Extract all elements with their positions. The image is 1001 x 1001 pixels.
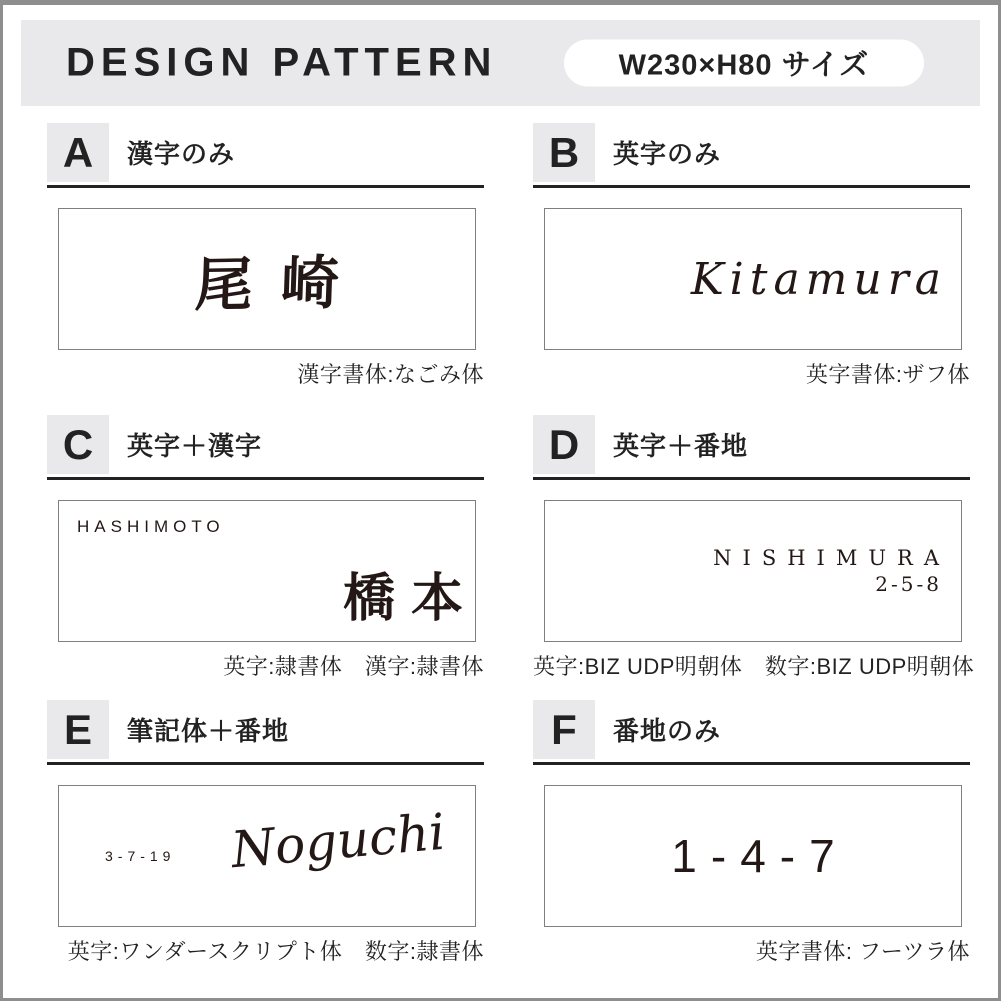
section-b-rule bbox=[533, 185, 970, 188]
section-c bbox=[47, 415, 484, 681]
section-d-caption: 英字:BIZ UDP明朝体 数字:BIZ UDP明朝体 bbox=[533, 654, 975, 679]
sample-d-roman-name: NISHIMURA bbox=[713, 546, 950, 571]
section-e-title: 筆記体＋番地 bbox=[127, 716, 290, 746]
section-e bbox=[47, 700, 484, 966]
section-c-header bbox=[47, 415, 484, 474]
section-a bbox=[47, 123, 484, 389]
sample-c-roman-name: HASHIMOTO bbox=[77, 517, 225, 536]
section-f-letter-badge: F bbox=[533, 700, 595, 759]
nameplate-sample-d bbox=[544, 500, 962, 642]
nameplate-sample-c bbox=[58, 500, 479, 642]
section-c-rule bbox=[47, 477, 484, 480]
sample-b-roman-name: Kitamura bbox=[690, 253, 947, 305]
nameplate-sample-b bbox=[544, 208, 962, 350]
section-a-header bbox=[47, 123, 484, 182]
section-a-title: 漢字のみ bbox=[127, 139, 236, 169]
sample-e-script-name: Noguchi bbox=[228, 802, 448, 880]
section-b bbox=[533, 123, 970, 389]
section-b-caption: 英字書体:ザフ体 bbox=[805, 362, 970, 387]
section-f-title: 番地のみ bbox=[613, 716, 722, 746]
section-f-caption: 英字書体: フーツラ体 bbox=[755, 939, 970, 964]
nameplate-sample-a bbox=[58, 208, 476, 350]
section-b-title: 英字のみ bbox=[613, 139, 722, 169]
section-c-caption: 英字:隷書体 漢字:隷書体 bbox=[223, 654, 484, 679]
sample-e-address: 3-7-19 bbox=[105, 848, 176, 864]
section-d bbox=[533, 415, 975, 681]
section-d-letter-badge: D bbox=[533, 415, 595, 474]
section-d-title: 英字＋番地 bbox=[613, 431, 749, 461]
section-b-letter-badge: B bbox=[533, 123, 595, 182]
section-b-header bbox=[533, 123, 970, 182]
section-a-rule bbox=[47, 185, 484, 188]
header-band bbox=[21, 20, 980, 106]
sample-f-address: 1-4-7 bbox=[671, 830, 849, 882]
section-a-caption: 漢字書体:なごみ体 bbox=[297, 362, 484, 387]
sample-a-kanji-name: 尾崎 bbox=[193, 248, 369, 320]
section-d-header bbox=[533, 415, 970, 474]
section-d-rule bbox=[533, 477, 970, 480]
section-f bbox=[533, 700, 970, 966]
sample-d-address: 2-5-8 bbox=[875, 571, 942, 596]
section-a-letter-badge: A bbox=[47, 123, 109, 182]
section-f-header bbox=[533, 700, 970, 759]
section-f-rule bbox=[533, 762, 970, 765]
section-e-caption: 英字:ワンダースクリプト体 数字:隷書体 bbox=[67, 939, 484, 964]
section-e-header bbox=[47, 700, 484, 759]
page-title: DESIGN PATTERN bbox=[66, 40, 498, 85]
size-badge: W230×H80 サイズ bbox=[564, 40, 924, 87]
section-e-rule bbox=[47, 762, 484, 765]
sample-c-kanji-name: 橋本 bbox=[342, 568, 479, 629]
section-e-letter-badge: E bbox=[47, 700, 109, 759]
section-c-title: 英字＋漢字 bbox=[127, 431, 263, 461]
section-c-letter-badge: C bbox=[47, 415, 109, 474]
nameplate-sample-e bbox=[58, 785, 476, 927]
nameplate-sample-f bbox=[544, 785, 962, 927]
